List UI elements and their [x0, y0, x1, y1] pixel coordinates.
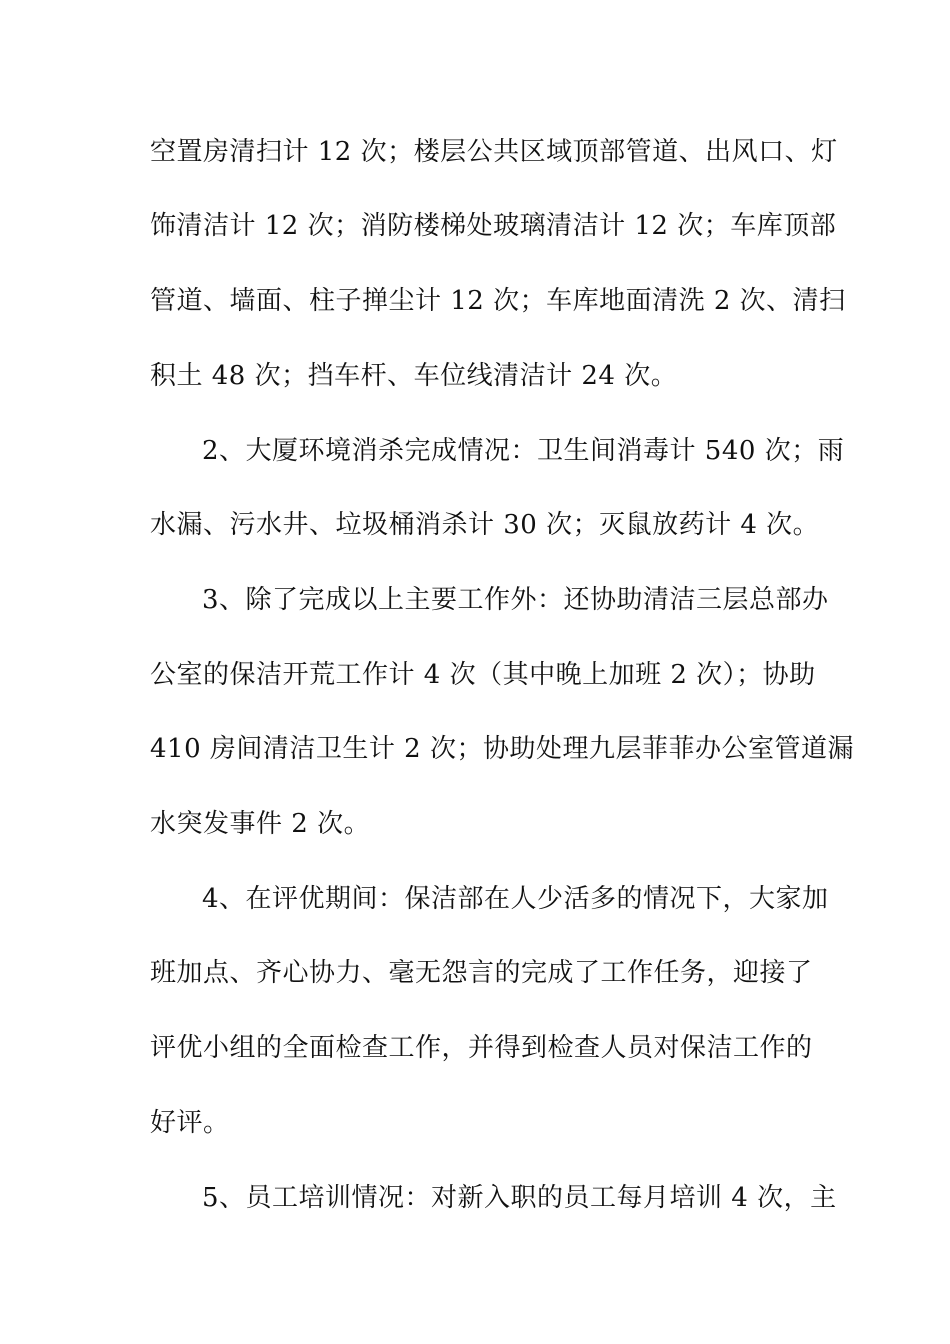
- paragraph-2-first-line: 2、大厦环境消杀完成情况：卫生间消毒计 540 次；雨: [202, 436, 845, 466]
- text-line: 好评。: [150, 1108, 230, 1138]
- text-line: 饰清洁计 12 次；消防楼梯处玻璃清洁计 12 次；车库顶部: [150, 211, 837, 241]
- text-line: 积土 48 次；挡车杆、车位线清洁计 24 次。: [150, 361, 678, 391]
- text-line: 管道、墙面、柱子掸尘计 12 次；车库地面清洗 2 次、清扫: [150, 286, 846, 316]
- paragraph-5-first-line: 5、员工培训情况：对新入职的员工每月培训 4 次，主: [202, 1183, 837, 1213]
- text-line: 水突发事件 2 次。: [150, 809, 371, 839]
- text-line: 班加点、齐心协力、毫无怨言的完成了工作任务，迎接了: [150, 958, 813, 988]
- text-line: 410 房间清洁卫生计 2 次；协助处理九层菲菲办公室管道漏: [150, 734, 854, 764]
- text-line: 空置房清扫计 12 次；楼层公共区域顶部管道、出风口、灯: [150, 137, 838, 167]
- text-line: 水漏、污水井、垃圾桶消杀计 30 次；灭鼠放药计 4 次。: [150, 510, 820, 540]
- text-line: 公室的保洁开荒工作计 4 次（其中晚上加班 2 次）；协助: [150, 660, 816, 690]
- paragraph-3-first-line: 3、除了完成以上主要工作外：还协助清洁三层总部办: [202, 585, 829, 615]
- text-line: 评优小组的全面检查工作，并得到检查人员对保洁工作的: [150, 1033, 813, 1063]
- paragraph-4-first-line: 4、在评优期间：保洁部在人少活多的情况下，大家加: [202, 884, 829, 914]
